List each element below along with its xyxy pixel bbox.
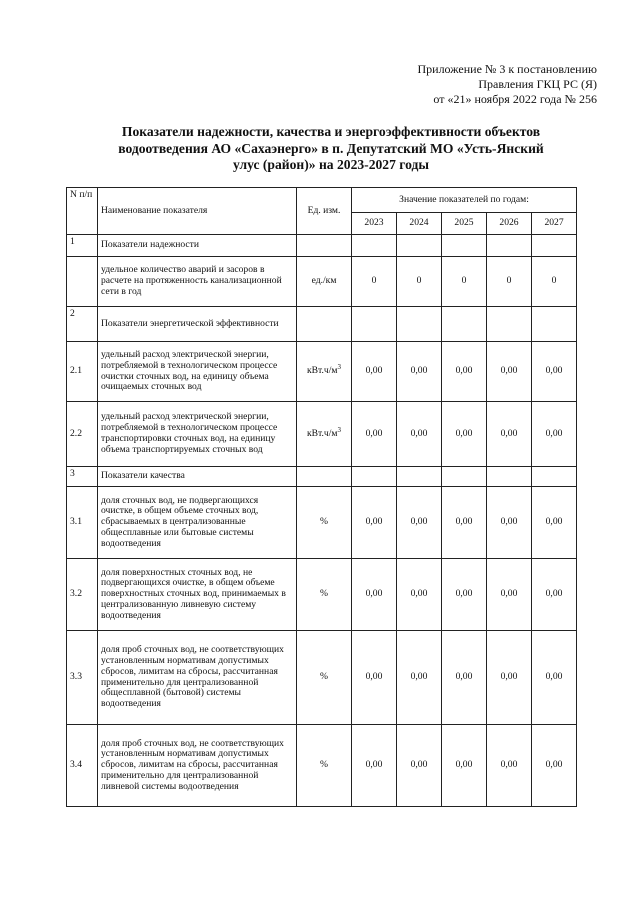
row-num: 3.3 [67,631,98,725]
row-unit: $кВт.ч/м^3$ [297,402,352,467]
row-unit: % [297,559,352,631]
row-unit: $кВт.ч/м^3$ [297,342,352,402]
header-year: 2025 [442,213,487,235]
row-value: 0,00 [442,631,487,725]
row-value: 0,00 [352,342,397,402]
row-value: 0,00 [487,342,532,402]
row-num: 2.2 [67,402,98,467]
row-value [487,235,532,257]
row-value [487,307,532,342]
document-title [66,124,596,174]
row-value [352,307,397,342]
row-value: 0,00 [352,559,397,631]
table-row [67,307,577,342]
table-row [67,559,577,631]
row-value [397,235,442,257]
row-value [532,235,577,257]
table-row [67,257,577,307]
row-value: 0,00 [487,631,532,725]
row-name: удельное количество аварий и засоров в расчете на протяженность канализационной сети в год [98,257,297,307]
row-value [532,467,577,487]
table-row [67,235,577,257]
row-value: 0,00 [397,342,442,402]
header-year: 2027 [532,213,577,235]
row-value: 0,00 [487,402,532,467]
header-row [67,188,577,213]
row-num: 3.4 [67,725,98,807]
header-year: 2023 [352,213,397,235]
row-value: 0,00 [532,402,577,467]
row-value [532,307,577,342]
row-value: 0,00 [352,631,397,725]
row-num: 1 [67,235,98,257]
table-row [67,342,577,402]
row-value: 0,00 [442,487,487,559]
row-name: Показатели энергетической эффективности [98,307,297,342]
row-name: доля проб сточных вод, не соответствующих установленным нормативам допустимых сбросов, лимитам на сбросы, рассчитанная применительно для централизованной общесплавной (бытовой) системы водоотведения [98,631,297,725]
row-value: 0 [397,257,442,307]
row-name: удельный расход электрической энергии, потребляемой в технологическом процессе транспортировки сточных вод, на единицу объема транспортируемых сточных вод [98,402,297,467]
row-unit: % [297,725,352,807]
appendix-note [267,62,597,107]
row-unit [297,235,352,257]
appendix-line-2: Правления ГКЦ РС (Я) [478,77,597,91]
row-value: 0,00 [487,559,532,631]
row-value: 0,00 [397,631,442,725]
title-line-3: улус (район)» на 2023-2027 годы [232,157,430,172]
row-unit: % [297,631,352,725]
row-value: 0,00 [397,487,442,559]
row-value [397,307,442,342]
row-value: 0,00 [487,487,532,559]
row-value: 0,00 [352,725,397,807]
row-value: 0,00 [442,559,487,631]
row-value [442,467,487,487]
row-value: 0,00 [532,559,577,631]
row-name: Показатели качества [98,467,297,487]
table-row [67,487,577,559]
row-value: 0,00 [397,725,442,807]
table-row [67,725,577,807]
header-values-group: Значение показателей по годам: [352,188,577,213]
row-value: 0 [532,257,577,307]
row-num: 3.1 [67,487,98,559]
row-value: 0,00 [442,725,487,807]
row-value: 0 [487,257,532,307]
header-year: 2024 [397,213,442,235]
table-row [67,467,577,487]
row-unit [297,467,352,487]
row-name: доля проб сточных вод, не соответствующих установленным нормативам допустимых сбросов, лимитам на сбросы, рассчитанная применительно для централизованной ливневой системы водоотведения [98,725,297,807]
row-num: 3.2 [67,559,98,631]
row-value: 0 [442,257,487,307]
table-body [67,235,577,807]
row-num [67,257,98,307]
row-value [352,235,397,257]
row-value: 0,00 [532,342,577,402]
row-value [442,235,487,257]
table-row [67,402,577,467]
row-value: 0,00 [352,487,397,559]
title-line-1: Показатели надежности, качества и энергоэффективности объектов [121,124,541,139]
row-value: 0,00 [532,725,577,807]
appendix-line-3: от «21» ноября 2022 года № 256 [433,92,597,106]
row-value [487,467,532,487]
header-num: N п/п [67,188,98,235]
row-name: удельный расход электрической энергии, потребляемой в технологическом процессе очистки сточных вод, на единицу объема очищаемых сточных вод [98,342,297,402]
row-name: доля сточных вод, не подвергающихся очистке, в общем объеме сточных вод, сбрасываемых в централизованные общесплавные или бытовые системы водоотведения [98,487,297,559]
row-value: 0,00 [532,487,577,559]
row-name: Показатели надежности [98,235,297,257]
table-row [67,631,577,725]
row-value: 0,00 [352,402,397,467]
appendix-line-1: Приложение № 3 к постановлению [417,62,597,76]
indicators-table [66,187,577,807]
row-num: 2 [67,307,98,342]
header-name: Наименование показателя [98,188,297,235]
row-unit: ед./км [297,257,352,307]
row-unit [297,307,352,342]
title-line-2: водоотведения АО «Сахаэнерго» в п. Депутатский МО «Усть-Янский [118,140,544,156]
row-name: доля поверхностных сточных вод, не подвергающихся очистке, в общем объеме поверхностных сточных вод, принимаемых в централизованную ливневую систему водоотведения [98,559,297,631]
row-unit: % [297,487,352,559]
row-value: 0 [352,257,397,307]
row-value: 0,00 [397,559,442,631]
row-value: 0,00 [442,402,487,467]
row-value: 0,00 [487,725,532,807]
row-value: 0,00 [442,342,487,402]
row-value: 0,00 [532,631,577,725]
row-value: 0,00 [397,402,442,467]
header-year: 2026 [487,213,532,235]
row-num: 2.1 [67,342,98,402]
header-unit: Ед. изм. [297,188,352,235]
row-value [352,467,397,487]
row-value [442,307,487,342]
row-value [397,467,442,487]
row-num: 3 [67,467,98,487]
